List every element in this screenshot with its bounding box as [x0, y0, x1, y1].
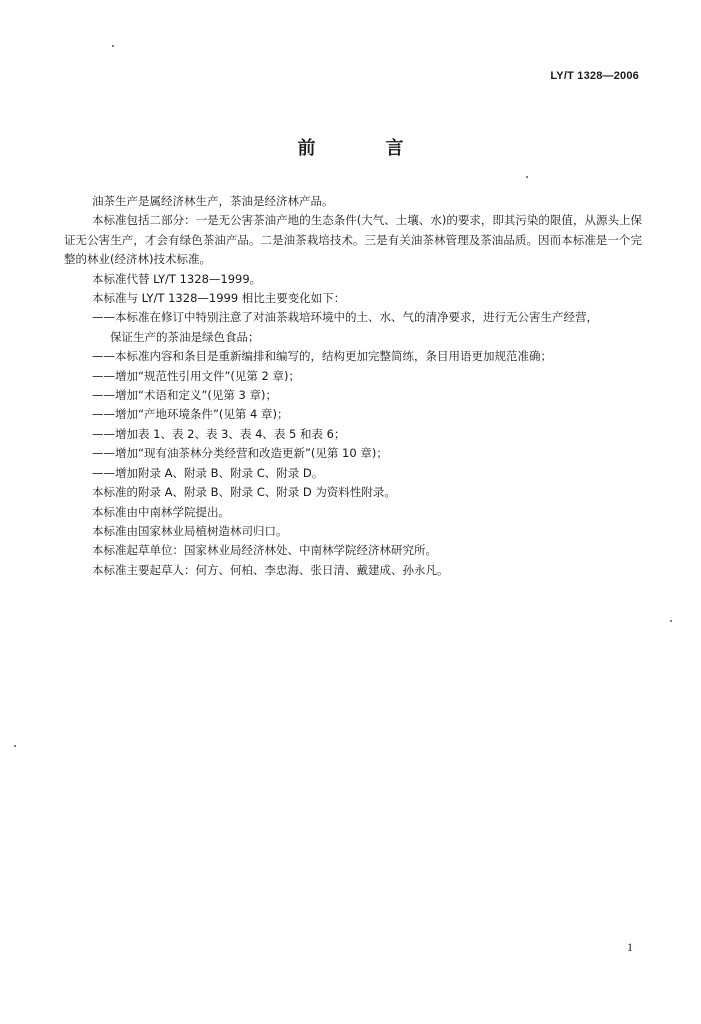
paragraph-5: 本标准的附录 A、附录 B、附录 C、附录 D 为资料性附录。	[92, 485, 396, 500]
scan-speck	[112, 45, 114, 47]
change-item: ——增加“规范性引用文件”(见第 2 章)；	[92, 368, 301, 383]
paragraph-9: 本标准主要起草人：何方、何柏、李忠海、张日清、戴建成、孙永凡。	[92, 562, 449, 577]
page-title: 前 言	[297, 138, 430, 159]
change-item: ——增加“术语和定义”(见第 3 章)；	[92, 388, 278, 403]
page-number: 1	[627, 940, 633, 954]
change-item: ——增加“现有油茶林分类经营和改造更新”(见第 10 章)；	[92, 446, 388, 461]
paragraph-4: 本标准与 LY/T 1328—1999 相比主要变化如下：	[92, 291, 346, 306]
change-item: ——增加表 1、表 2、表 3、表 4、表 5 和表 6；	[92, 426, 346, 441]
paragraph-7: 本标准由国家林业局植树造林司归口。	[92, 523, 288, 538]
change-item: ——本标准内容和条目是重新编排和编写的，结构更加完整简练，条目用语更加规范准确；	[92, 349, 552, 364]
paragraph-3: 本标准代替 LY/T 1328—1999。	[92, 271, 262, 286]
paragraph-1: 油茶生产是属经济林生产，茶油是经济林产品。	[92, 194, 334, 208]
scan-speck	[526, 176, 528, 178]
scan-speck	[14, 745, 16, 747]
change-item: ——本标准在修订中特别注意了对油茶栽培环境中的土、水、气的清净要求，进行无公害生产经营，	[92, 310, 598, 325]
change-item: ——增加附录 A、附录 B、附录 C、附录 D。	[92, 465, 324, 480]
paragraph-2: 本标准包括二部分：一是无公害茶油产地的生态条件(大气、土壤、水)的要求，即其污染的限值，从源头上保证无公害生产，才会有绿色茶油产品。二是油茶栽培技术。三是有关油茶林管理及茶油品质。因而本标准是一个完整的林业(经济林)技术标准。	[64, 213, 642, 267]
scan-speck	[670, 620, 672, 622]
foreword-body	[64, 192, 642, 580]
change-item-continuation: 保证生产的茶油是绿色食品；	[110, 329, 260, 344]
change-item: ——增加“产地环境条件”(见第 4 章)；	[92, 407, 289, 422]
standard-code: LY/T 1328—2006	[550, 70, 639, 82]
paragraph-6: 本标准由中南林学院提出。	[92, 504, 230, 519]
paragraph-8: 本标准起草单位：国家林业局经济林处、中南林学院经济林研究所。	[92, 543, 437, 558]
